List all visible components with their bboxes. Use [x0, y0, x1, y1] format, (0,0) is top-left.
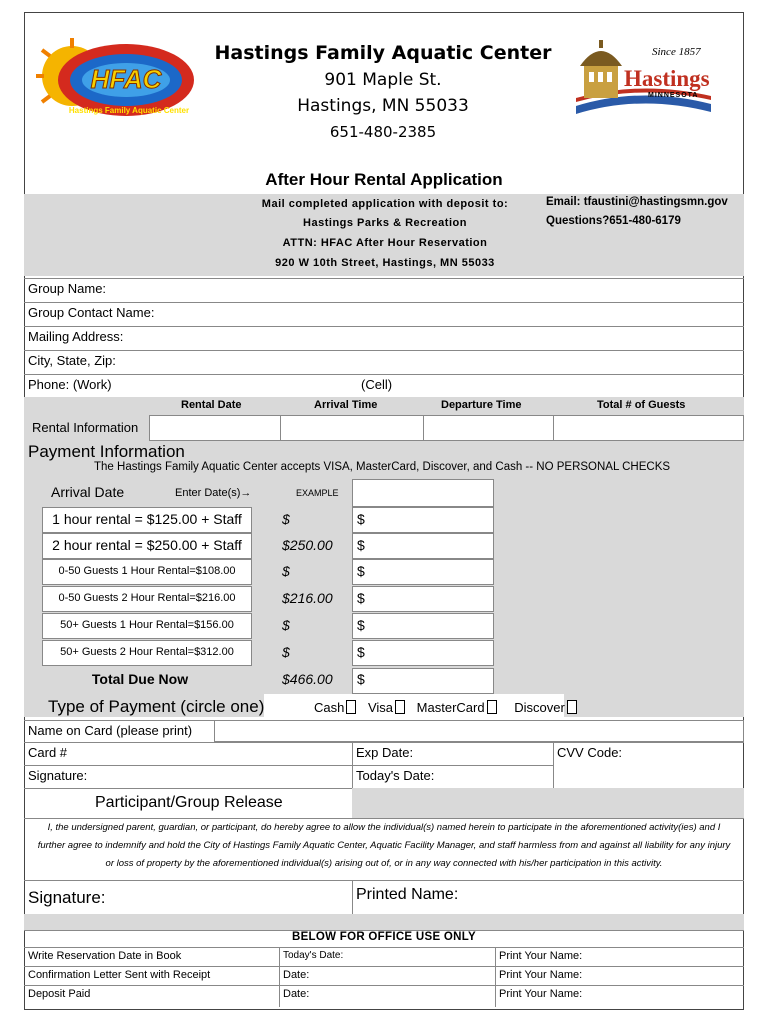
release-signature-label: Signature: — [28, 888, 106, 907]
rate-amount-input[interactable] — [352, 613, 494, 639]
hastings-logo-state: MINNESOTA — [648, 92, 699, 99]
option-visa[interactable]: Visa — [368, 700, 413, 715]
office-date-label: Today's Date: — [283, 950, 344, 961]
hfac-logo — [34, 36, 200, 120]
mail-line-1: Mail completed application with deposit to: — [261, 198, 509, 210]
discover-checkbox[interactable] — [567, 700, 577, 714]
name-on-card-label: Name on Card (please print) — [28, 723, 193, 738]
rate-amount-value: $ — [357, 590, 365, 606]
rate-example-value: $ — [282, 563, 290, 579]
release-heading: Participant/Group Release — [95, 794, 283, 811]
rate-amount-input[interactable] — [352, 640, 494, 666]
group-name-label: Group Name: — [28, 281, 107, 296]
exp-date-label: Exp Date: — [356, 745, 414, 760]
release-signature-input[interactable] — [24, 880, 352, 914]
hastings-logo-since: Since 1857 — [652, 46, 701, 58]
printed-name-label: Printed Name: — [356, 886, 459, 903]
rate-amount-input[interactable] — [352, 559, 494, 585]
option-discover[interactable]: Discover — [514, 700, 585, 715]
rate-option-label: 50+ Guests 2 Hour Rental=$312.00 — [60, 646, 234, 658]
office-name-label: Print Your Name: — [499, 969, 583, 981]
payment-options-row — [314, 700, 585, 715]
cvv-label: CVV Code: — [557, 745, 623, 760]
city-state-zip-label: City, State, Zip: — [28, 353, 116, 368]
mail-line-2: Hastings Parks & Recreation — [303, 217, 467, 229]
address-line-2: Hastings, MN 55033 — [297, 96, 469, 116]
payment-type-label: Type of Payment (circle one) — [48, 697, 265, 716]
visa-checkbox[interactable] — [395, 700, 405, 714]
rental-information-label: Rental Information — [32, 420, 139, 435]
total-due-example: $466.00 — [282, 671, 333, 687]
office-date-label: Date: — [283, 969, 310, 981]
col-total-guests: Total # of Guests — [597, 399, 686, 411]
total-due-value: $ — [357, 671, 365, 687]
office-date-label: Date: — [283, 988, 310, 1000]
name-on-card-input[interactable] — [214, 720, 744, 742]
arrival-time-input[interactable] — [280, 415, 424, 441]
mail-line-3: ATTN: HFAC After Hour Reservation — [282, 237, 488, 249]
office-heading: BELOW FOR OFFICE USE ONLY — [291, 931, 477, 943]
hfac-logo-ring-text: Hastings Family Aquatic Center — [68, 106, 190, 115]
release-text-1: I, the undersigned parent, guardian, or participant, do hereby agree to allow the individual(s) named herein to participate in the aforementioned activity(ies) and I — [47, 822, 721, 833]
col-rental-date: Rental Date — [181, 399, 242, 411]
rate-example-value: $250.00 — [282, 537, 333, 553]
rate-amount-value: $ — [357, 563, 365, 579]
rate-option-label: 1 hour rental = $125.00 + Staff — [52, 511, 242, 527]
card-signature-label: Signature: — [28, 768, 88, 783]
office-item-label: Write Reservation Date in Book — [28, 950, 182, 962]
card-number-label: Card # — [28, 745, 68, 760]
header-phone: 651-480-2385 — [329, 123, 437, 141]
rate-amount-value: $ — [357, 644, 365, 660]
rate-option-label: 2 hour rental = $250.00 + Staff — [52, 537, 242, 553]
today-date-label: Today's Date: — [356, 768, 435, 783]
form-title: After Hour Rental Application — [265, 170, 503, 189]
office-item-label: Confirmation Letter Sent with Receipt — [28, 969, 211, 981]
payment-heading: Payment Information — [28, 442, 185, 461]
phone-cell-label: (Cell) — [361, 377, 393, 392]
arrival-date-label: Arrival Date — [51, 484, 125, 500]
rate-option-label: 50+ Guests 1 Hour Rental=$156.00 — [60, 619, 234, 631]
contact-questions: Questions?651-480-6179 — [546, 215, 681, 227]
release-text-3: or loss of property by the aforementioned individual(s) arising out of, or in any way connected with his/her participation in this activity. — [105, 858, 663, 869]
rental-date-input[interactable] — [149, 415, 281, 441]
rate-amount-value: $ — [357, 511, 365, 527]
mailing-address-label: Mailing Address: — [28, 329, 124, 344]
rate-amount-value: $ — [357, 537, 365, 553]
hfac-logo-text: HFAC — [90, 64, 162, 94]
rate-amount-input[interactable] — [352, 507, 494, 533]
rate-example-value: $ — [282, 617, 290, 633]
enter-dates-label: Enter Date(s)→ — [175, 487, 252, 499]
total-guests-input[interactable] — [553, 415, 744, 441]
col-departure-time: Departure Time — [441, 399, 522, 411]
rate-example-value: $ — [282, 511, 290, 527]
rate-amount-value: $ — [357, 617, 365, 633]
printed-name-input[interactable] — [352, 880, 744, 914]
rate-option-label: 0-50 Guests 2 Hour Rental=$216.00 — [58, 592, 236, 604]
payment-note: The Hastings Family Aquatic Center accepts VISA, MasterCard, Discover, and Cash -- NO PERSONAL CHECKS — [94, 461, 671, 473]
phone-work-label: Phone: (Work) — [28, 377, 112, 392]
option-mastercard[interactable]: MasterCard — [417, 700, 511, 715]
office-item-label: Deposit Paid — [28, 988, 91, 1000]
hastings-logo — [566, 36, 716, 120]
address-line-1: 901 Maple St. — [324, 70, 442, 90]
example-label: EXAMPLE — [296, 488, 339, 498]
rate-example-value: $216.00 — [282, 590, 333, 606]
rate-example-value: $ — [282, 644, 290, 660]
option-cash[interactable]: Cash — [314, 700, 364, 715]
rate-amount-input[interactable] — [352, 533, 494, 559]
rate-option-label: 0-50 Guests 1 Hour Rental=$108.00 — [58, 565, 236, 577]
mastercard-checkbox[interactable] — [487, 700, 497, 714]
office-name-label: Print Your Name: — [499, 950, 583, 962]
col-arrival-time: Arrival Time — [314, 399, 378, 411]
group-contact-label: Group Contact Name: — [28, 305, 155, 320]
mail-line-4: 920 W 10th Street, Hastings, MN 55033 — [275, 257, 495, 269]
total-due-label: Total Due Now — [91, 671, 189, 687]
cash-checkbox[interactable] — [346, 700, 356, 714]
arrival-date-input[interactable] — [352, 479, 494, 507]
contact-email: Email: tfaustini@hastingsmn.gov — [546, 196, 728, 208]
rate-amount-input[interactable] — [352, 586, 494, 612]
office-name-label: Print Your Name: — [499, 988, 583, 1000]
page-title: Hastings Family Aquatic Center — [214, 42, 552, 64]
departure-time-input[interactable] — [423, 415, 554, 441]
total-due-input[interactable] — [352, 668, 494, 694]
hastings-logo-text: Hastings — [624, 66, 710, 91]
release-text-2: further agree to indemnify and hold the City of Hastings Family Aquatic Center, Aquatic Facility Manager, and staff harmless from and against all liability for any injury — [37, 840, 731, 851]
